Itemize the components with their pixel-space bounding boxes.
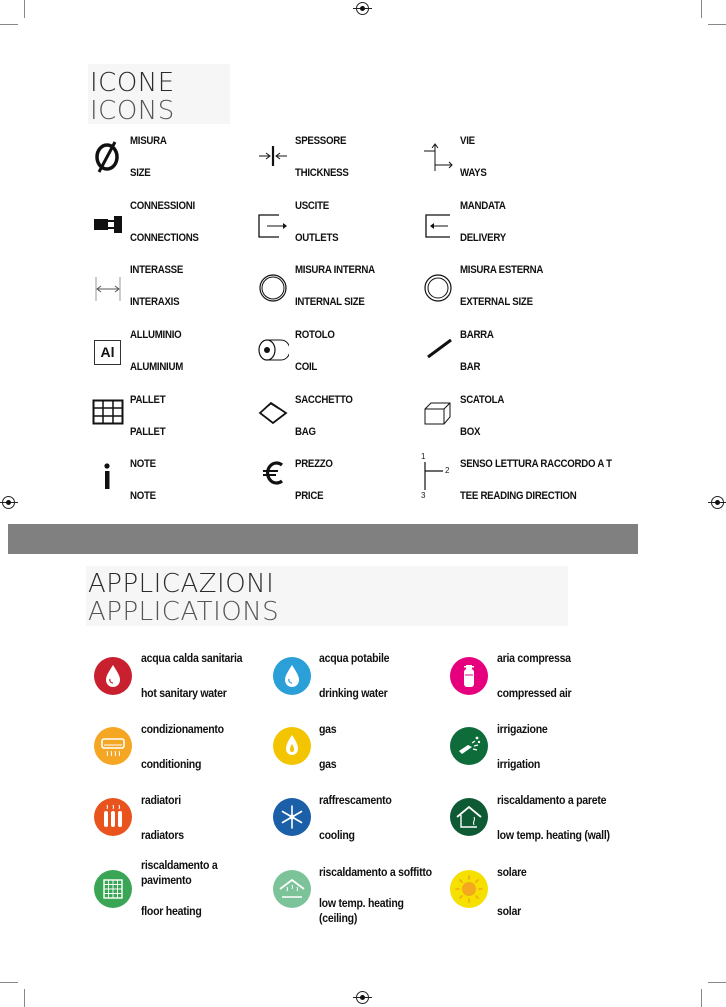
air-conditioner-icon — [94, 727, 132, 765]
label-en: INTERNAL SIZE — [295, 296, 365, 308]
label-en: NOTE — [130, 490, 156, 502]
label-it: CONNESSIONI — [130, 200, 195, 212]
icons-title-en: ICONS — [90, 96, 175, 126]
section-divider-band — [8, 524, 638, 554]
hot-water-drop-icon — [94, 657, 132, 695]
sun-icon — [450, 870, 488, 908]
app-label-it: aria compressa — [497, 651, 571, 665]
app-label-it: condizionamento — [141, 722, 224, 736]
label-en: COIL — [295, 361, 318, 373]
app-label-en: cooling — [319, 828, 355, 842]
label-it: ALLUMINIO — [130, 329, 182, 341]
crop-mark — [24, 989, 25, 1007]
crop-mark — [0, 24, 18, 25]
label-it: NOTE — [130, 458, 156, 470]
label-it: MISURA ESTERNA — [460, 264, 544, 276]
app-label-it: riscaldamento a soffitto — [319, 865, 432, 879]
label-it: MISURA INTERNA — [295, 264, 375, 276]
snowflake-icon — [273, 798, 311, 836]
drinking-water-drop-icon — [273, 657, 311, 695]
crop-mark — [701, 0, 702, 18]
app-label-en: floor heating — [141, 904, 202, 918]
label-it: SACCHETTO — [295, 394, 353, 406]
floor-heating-icon — [94, 870, 132, 908]
bag-icon — [257, 400, 289, 426]
label-en: DELIVERY — [460, 232, 506, 244]
label-it: ROTOLO — [295, 329, 335, 341]
app-label-en: radiators — [141, 828, 184, 842]
tee-number: 2 — [445, 466, 450, 475]
label-en: OUTLETS — [295, 232, 339, 244]
label-en: PALLET — [130, 426, 166, 438]
registration-mark — [356, 2, 369, 15]
app-label-en: conditioning — [141, 757, 202, 771]
label-it: PALLET — [130, 394, 166, 406]
connections-icon — [92, 214, 124, 236]
interaxis-icon — [92, 275, 124, 303]
euro-icon — [262, 460, 286, 486]
label-it: INTERASSE — [130, 264, 184, 276]
label-en: TEE READING DIRECTION — [460, 490, 577, 502]
app-label-en: irrigation — [497, 757, 541, 771]
registration-mark — [711, 496, 724, 509]
app-label-it: radiatori — [141, 793, 181, 807]
app-label-en: low temp. heating (wall) — [497, 828, 610, 842]
tee-direction-icon — [418, 452, 454, 500]
internal-size-icon — [257, 272, 289, 304]
label-it: USCITE — [295, 200, 329, 212]
box-icon — [422, 400, 454, 426]
tee-number: 3 — [421, 491, 426, 500]
label-it: SENSO LETTURA RACCORDO A T — [460, 458, 612, 470]
external-size-icon — [422, 272, 454, 304]
compressed-air-cylinder-icon — [450, 657, 488, 695]
label-it: BARRA — [460, 329, 494, 341]
label-it: MISURA — [130, 135, 167, 147]
registration-mark — [356, 991, 369, 1004]
crop-mark — [708, 982, 726, 983]
label-en: BOX — [460, 426, 481, 438]
app-label-en: low temp. heating (ceiling) — [319, 896, 404, 925]
ceiling-heating-icon — [273, 870, 311, 908]
app-label-en: gas — [319, 757, 337, 771]
registration-mark — [2, 496, 15, 509]
app-label-it: raffrescamento — [319, 793, 392, 807]
aluminium-badge-text: Al — [100, 344, 115, 360]
app-label-en: hot sanitary water — [141, 686, 227, 700]
label-en: EXTERNAL SIZE — [460, 296, 533, 308]
info-icon — [100, 462, 114, 490]
app-label-it: acqua calda sanitaria — [141, 651, 243, 665]
crop-mark — [701, 989, 702, 1007]
label-en: PRICE — [295, 490, 324, 502]
label-it: MANDATA — [460, 200, 506, 212]
label-it: VIE — [460, 135, 475, 147]
diameter-icon — [92, 140, 124, 174]
label-en: WAYS — [460, 167, 487, 179]
radiator-icon — [94, 798, 132, 836]
pallet-icon — [92, 399, 124, 425]
app-label-it: riscaldamento a parete — [497, 793, 607, 807]
label-en: SIZE — [130, 167, 151, 179]
aluminium-icon — [94, 340, 121, 365]
app-label-en: solar — [497, 904, 521, 918]
tee-number: 1 — [421, 452, 426, 461]
irrigation-icon — [450, 727, 488, 765]
applications-title-en: APPLICATIONS — [88, 597, 280, 627]
coil-icon — [257, 338, 289, 362]
app-label-it: gas — [319, 722, 337, 736]
label-en: CONNECTIONS — [130, 232, 199, 244]
label-it: PREZZO — [295, 458, 333, 470]
delivery-icon — [422, 213, 454, 239]
label-it: SCATOLA — [460, 394, 505, 406]
app-label-it: acqua potabile — [319, 651, 390, 665]
wall-heating-icon — [450, 798, 488, 836]
app-label-it: riscaldamento a pavimento — [141, 858, 218, 887]
gas-flame-icon — [273, 727, 311, 765]
icons-title-it: ICONE — [90, 68, 175, 98]
app-label-en: compressed air — [497, 686, 572, 700]
bar-icon — [424, 336, 454, 362]
app-label-en: drinking water — [319, 686, 388, 700]
applications-heading — [88, 571, 279, 625]
app-label-it: irrigazione — [497, 722, 548, 736]
crop-mark — [0, 982, 18, 983]
outlets-icon — [257, 213, 289, 239]
label-en: INTERAXIS — [130, 296, 180, 308]
label-en: ALUMINIUM — [130, 361, 184, 373]
app-label-it: solare — [497, 865, 527, 879]
label-it: SPESSORE — [295, 135, 347, 147]
crop-mark — [24, 0, 25, 18]
thickness-icon — [257, 144, 289, 168]
crop-mark — [708, 24, 726, 25]
label-en: BAG — [295, 426, 316, 438]
applications-title-it: APPLICAZIONI — [88, 569, 275, 599]
label-en: THICKNESS — [295, 167, 349, 179]
label-en: BAR — [460, 361, 481, 373]
icons-heading — [90, 70, 175, 124]
ways-icon — [422, 142, 454, 174]
